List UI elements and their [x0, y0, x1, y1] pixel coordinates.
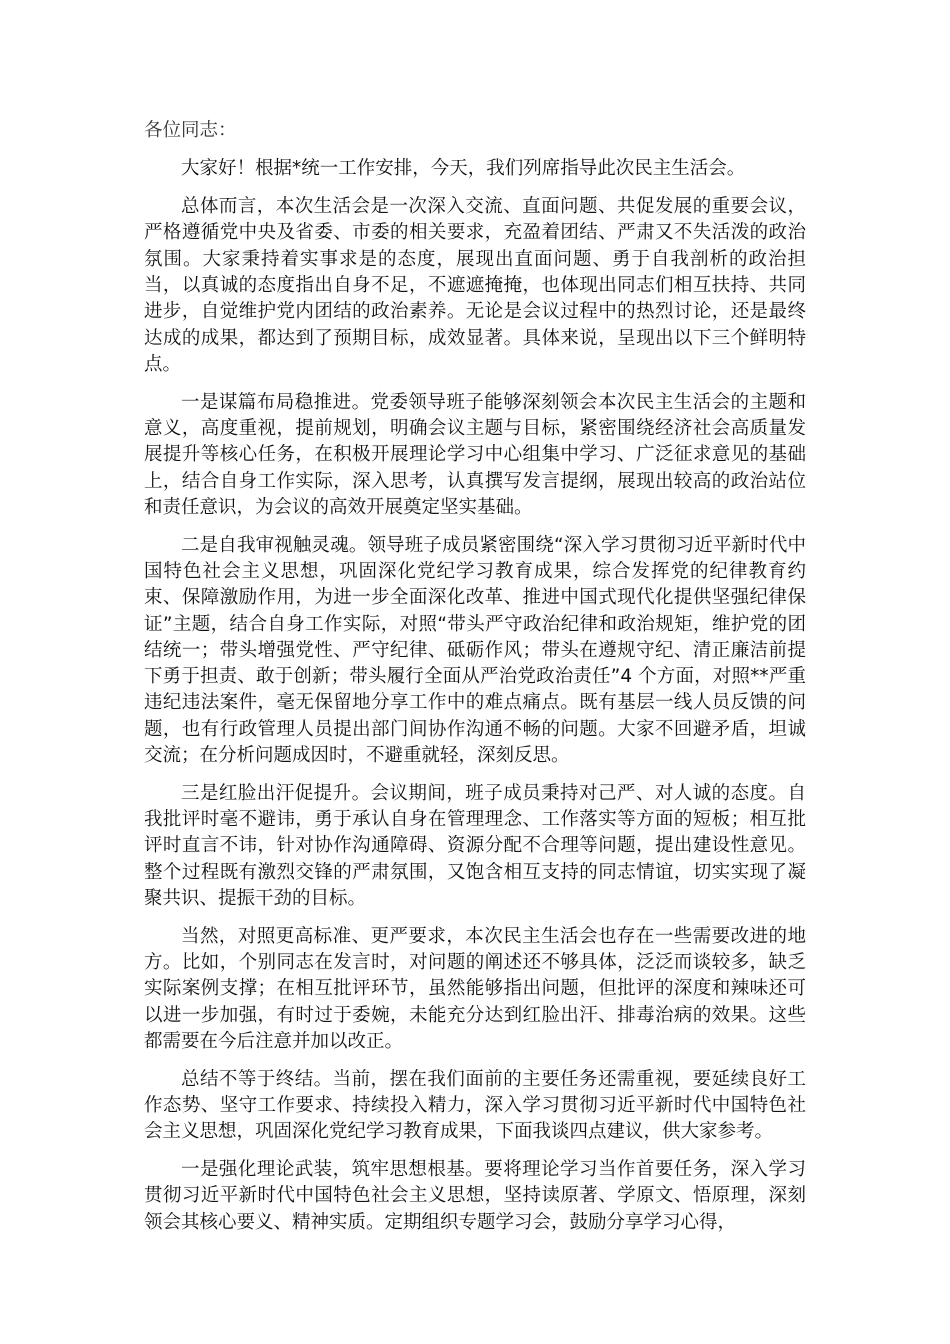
- paragraph-suggestion-1: 一是强化理论武装，筑牢思想根基。要将理论学习当作首要任务，深入学习贯彻习近平新时代中国特色社会主义思想，坚持读原著、学原文、悟原理，深刻领会其核心要义、精神实质。定期组织专题学习会，鼓励分享学习心得，: [144, 1159, 806, 1233]
- paragraph-feature-1: 一是谋篇布局稳推进。党委领导班子能够深刻领会本次民主生活会的主题和意义，高度重视，提前规划，明确会议主题与目标，紧密围绕经济社会高质量发展提升等核心任务，在积极开展理论学习中心组集中学习、广泛征求意见的基础上，结合自身工作实际，深入思考，认真撰写发言提纲，展现出较高的政治站位和责任意识，为会议的高效开展奠定坚实基础。: [144, 391, 806, 518]
- paragraph-feature-2: 二是自我审视触灵魂。领导班子成员紧密围绕“深入学习贯彻习近平新时代中国特色社会主义思想，巩固深化党纪学习教育成果，综合发挥党的纪律教育约束、保障激励作用，为进一步全面深化改革、推进中国式现代化提供坚强纪律保证”主题，结合自身工作实际，对照“带头严守政治纪律和政治规矩，维护党的团结统一；带头增强党性、严守纪律、砥砺作风；带头在遵规守纪、清正廉洁前提下勇于担责、敢于创新；带头履行全面从严治党政治责任”4 个方面，对照**严重违纪违法案件，毫无保留地分享工作中的难点痛点。既有基层一线人员反馈的问题，也有行政管理人员提出部门间协作沟通不畅的问题。大家不回避矛盾，坦诚交流；在分析问题成因时，不避重就轻，深刻反思。: [144, 534, 806, 767]
- paragraph-feature-3: 三是红脸出汗促提升。会议期间，班子成员秉持对己严、对人诚的态度。自我批评时毫不避讳，勇于承认自身在管理理念、工作落实等方面的短板；相互批评时直言不讳，针对协作沟通障碍、资源分配不合理等问题，提出建设性意见。整个过程既有激烈交锋的严肃氛围，又饱含相互支持的同志情谊，切实实现了凝聚共识、提振干劲的目标。: [144, 782, 806, 910]
- paragraph-transition: 总结不等于终结。当前，摆在我们面前的主要任务还需重视，要延续良好工作态势、坚守工作要求、持续投入精力，深入学习贯彻习近平新时代中国特色社会主义思想，巩固深化党纪学习教育成果，下面我谈四点建议，供大家参考。: [144, 1068, 806, 1143]
- paragraph-shortcomings: 当然，对照更高标准、更严要求，本次民主生活会也存在一些需要改进的地方。比如，个别同志在发言时，对问题的阐述还不够具体，泛泛而谈较多，缺乏实际案例支撑；在相互批评环节，虽然能够指出问题，但批评的深度和辣味还可以进一步加强，有时过于委婉，未能充分达到红脸出汗、排毒治病的效果。这些都需要在今后注意并加以改正。: [144, 925, 806, 1052]
- salutation: 各位同志：: [144, 120, 237, 141]
- paragraph-opening: 大家好！根据*统一工作安排，今天，我们列席指导此次民主生活会。: [181, 158, 746, 180]
- paragraph-overview: 总体而言，本次生活会是一次深入交流、直面问题、共促发展的重要会议，严格遵循党中央及省委、市委的相关要求，充盈着团结、严肃又不失活泼的政治氛围。大家秉持着实事求是的态度，展现出直面问题、勇于自我剖析的政治担当，以真诚的态度指出自身不足，不遮遮掩掩，也体现出同志们相互扶持、共同进步，自觉维护党内团结的政治素养。无论是会议过程中的热烈讨论，还是最终达成的成果，都达到了预期目标，成效显著。具体来说，呈现出以下三个鲜明特点。: [144, 196, 806, 375]
- document-body: [144, 118, 806, 1248]
